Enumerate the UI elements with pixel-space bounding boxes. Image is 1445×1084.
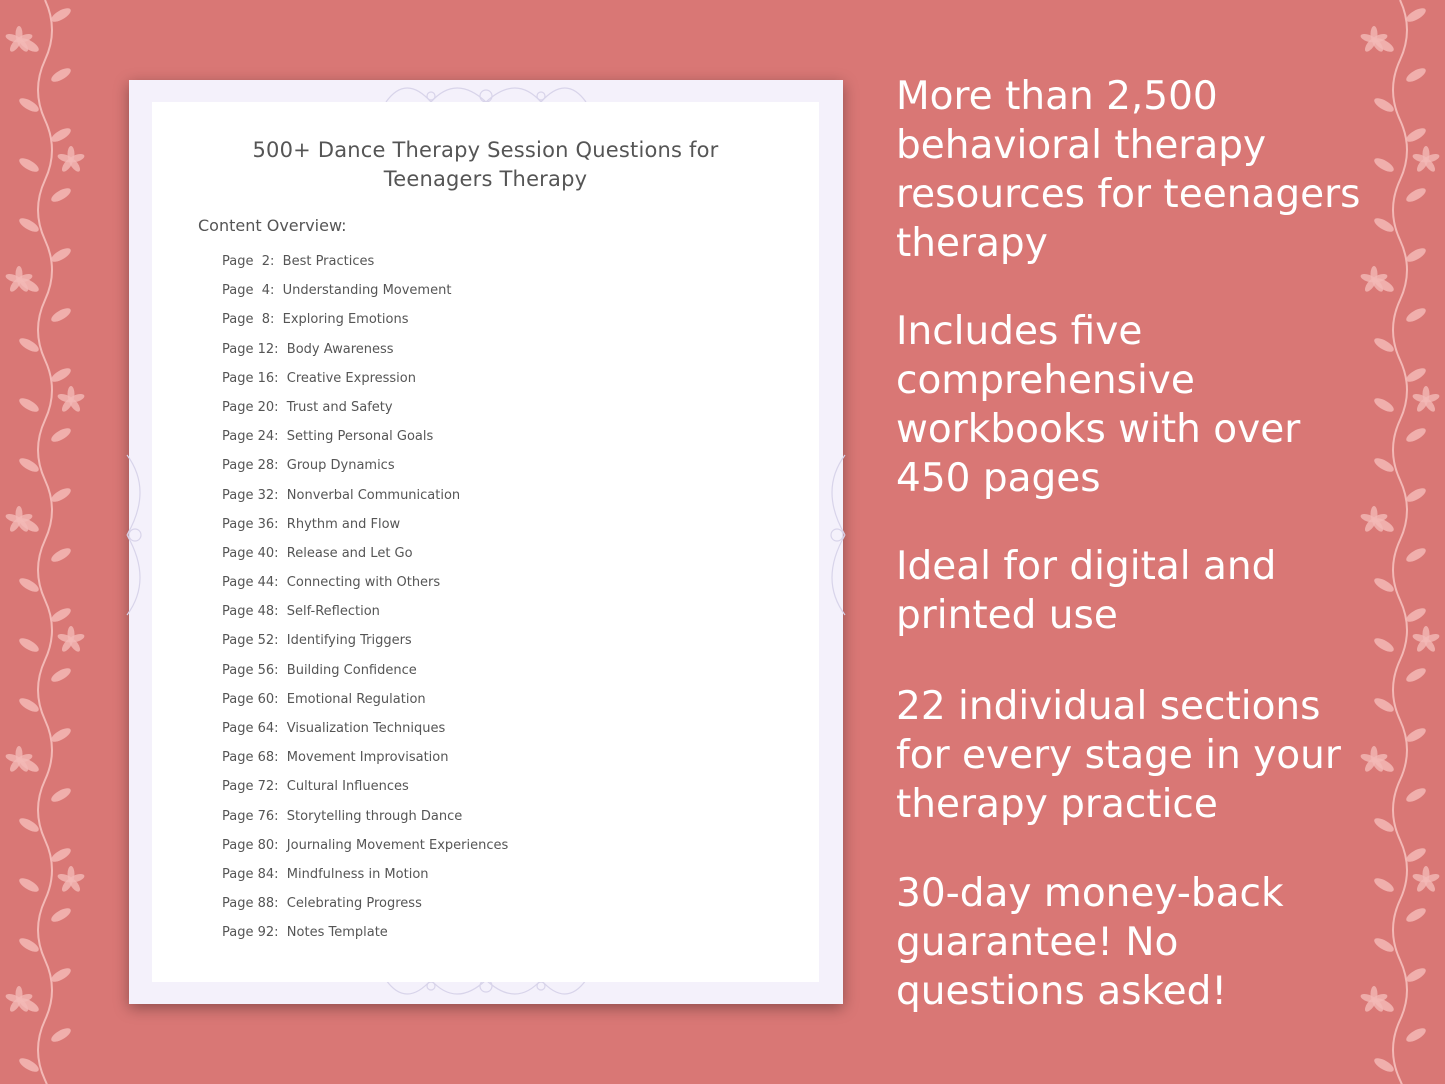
vine-leaf <box>1372 936 1396 955</box>
vine-leaf <box>49 846 73 865</box>
feature-line: therapy practice <box>896 782 1218 827</box>
mandala-ornament-right <box>817 450 847 620</box>
toc-item: Page 36: Rhythm and Flow <box>222 516 401 532</box>
vine-leaf <box>1372 156 1396 175</box>
toc-item: Page 32: Nonverbal Communication <box>222 487 461 503</box>
mandala-ornament-left <box>125 450 155 620</box>
vine-leaf <box>1372 876 1396 895</box>
vine-leaf <box>1404 246 1428 265</box>
vine-leaf <box>1404 786 1428 805</box>
feature-block <box>896 72 1366 268</box>
toc-item: Page 56: Building Confidence <box>222 662 417 678</box>
vine-leaf <box>49 126 73 145</box>
content-overview-heading: Content Overview: <box>198 216 347 235</box>
toc-item: Page 44: Connecting with Others <box>222 575 441 591</box>
document-page-preview <box>129 80 843 1004</box>
vine-leaf <box>1372 336 1396 355</box>
vine-leaf <box>1404 186 1428 205</box>
mandala-ornament-top <box>376 74 596 104</box>
toc-item: Page 76: Storytelling through Dance <box>222 808 463 824</box>
vine-leaf <box>1404 726 1428 745</box>
vine-leaf <box>17 876 41 895</box>
vine-leaf <box>17 576 41 595</box>
vine-leaf <box>49 486 73 505</box>
feature-line: 450 pages <box>896 456 1101 501</box>
vine-leaf <box>1404 966 1428 985</box>
feature-line: workbooks with over <box>896 407 1301 452</box>
vine-leaf <box>1372 636 1396 655</box>
feature-block <box>896 542 1366 640</box>
vine-leaf <box>49 426 73 445</box>
vine-leaf <box>1372 576 1396 595</box>
document-title-line-2: Teenagers Therapy <box>383 167 588 191</box>
toc-item: Page 68: Movement Improvisation <box>222 750 449 766</box>
table-of-contents <box>222 254 508 955</box>
vine-leaf <box>1372 1056 1396 1075</box>
toc-item: Page 52: Identifying Triggers <box>222 633 412 649</box>
vine-leaf <box>49 246 73 265</box>
vine-leaf <box>1404 6 1428 25</box>
feature-line: comprehensive <box>896 358 1195 403</box>
feature-line: More than 2,500 <box>896 74 1218 119</box>
vine-leaf <box>17 336 41 355</box>
vine-leaf <box>1404 486 1428 505</box>
feature-line: for every stage in your <box>896 733 1341 778</box>
feature-block <box>896 682 1366 829</box>
vine-leaf <box>49 906 73 925</box>
toc-item: Page 8: Exploring Emotions <box>222 312 409 328</box>
vine-leaf <box>1372 456 1396 475</box>
feature-line: printed use <box>896 593 1118 638</box>
toc-item: Page 40: Release and Let Go <box>222 545 413 561</box>
vine-leaf <box>1372 696 1396 715</box>
vine-leaf <box>49 186 73 205</box>
toc-item: Page 88: Celebrating Progress <box>222 896 422 912</box>
vine-leaf <box>49 666 73 685</box>
toc-item: Page 60: Emotional Regulation <box>222 691 426 707</box>
vine-leaf <box>49 1026 73 1045</box>
document-page-content <box>152 102 819 982</box>
toc-item: Page 64: Visualization Techniques <box>222 721 446 736</box>
mandala-ornament-bottom <box>376 978 596 1008</box>
toc-item: Page 16: Creative Expression <box>222 370 416 386</box>
vine-leaf <box>17 96 41 115</box>
vine-leaf <box>1404 1026 1428 1045</box>
toc-item: Page 80: Journaling Movement Experiences <box>222 837 509 853</box>
feature-line: Ideal for digital and <box>896 544 1277 589</box>
toc-item: Page 2: Best Practices <box>222 254 375 269</box>
vine-leaf <box>49 366 73 385</box>
toc-item: Page 24: Setting Personal Goals <box>222 429 434 445</box>
feature-line: Includes five <box>896 309 1143 354</box>
document-title-line-1: 500+ Dance Therapy Session Questions for <box>252 138 719 162</box>
vine-leaf <box>1404 306 1428 325</box>
toc-item: Page 92: Notes Template <box>222 925 388 941</box>
vine-leaf <box>1372 396 1396 415</box>
toc-item: Page 12: Body Awareness <box>222 341 394 357</box>
toc-item: Page 28: Group Dynamics <box>222 458 395 474</box>
vine-leaf <box>49 966 73 985</box>
toc-item: Page 4: Understanding Movement <box>222 283 452 299</box>
vine-leaf <box>49 726 73 745</box>
vine-leaf <box>17 816 41 835</box>
toc-item: Page 84: Mindfulness in Motion <box>222 866 429 882</box>
vine-leaf <box>1404 366 1428 385</box>
vine-leaf <box>1404 606 1428 625</box>
vine-leaf <box>1404 846 1428 865</box>
vine-leaf <box>49 786 73 805</box>
vine-leaf <box>1404 666 1428 685</box>
floral-vine-left-icon <box>0 0 90 1084</box>
vine-stem <box>1393 0 1407 1084</box>
vine-leaf <box>17 156 41 175</box>
vine-leaf <box>17 1056 41 1075</box>
vine-leaf <box>17 696 41 715</box>
vine-leaf <box>17 396 41 415</box>
feature-line: guarantee! No <box>896 920 1179 965</box>
vine-leaf <box>49 306 73 325</box>
toc-item: Page 72: Cultural Influences <box>222 779 409 795</box>
vine-leaf <box>49 546 73 565</box>
toc-item: Page 20: Trust and Safety <box>222 399 393 415</box>
vine-leaf <box>17 936 41 955</box>
vine-leaf <box>1404 126 1428 145</box>
vine-leaf <box>1404 906 1428 925</box>
document-title <box>152 136 819 194</box>
feature-line: 22 individual sections <box>896 684 1321 729</box>
vine-leaf <box>1404 66 1428 85</box>
floral-vine-right-icon <box>1355 0 1445 1084</box>
vine-leaf <box>1372 96 1396 115</box>
vine-leaf <box>1372 816 1396 835</box>
vine-leaf <box>17 636 41 655</box>
vine-stem <box>38 0 52 1084</box>
vine-leaf <box>49 606 73 625</box>
vine-leaf <box>1404 426 1428 445</box>
feature-line: 30-day money-back <box>896 871 1284 916</box>
vine-leaf <box>1372 216 1396 235</box>
feature-block <box>896 869 1366 1016</box>
feature-line: therapy <box>896 221 1048 266</box>
feature-block <box>896 307 1366 503</box>
feature-line: questions asked! <box>896 969 1228 1014</box>
vine-leaf <box>17 216 41 235</box>
vine-leaf <box>17 456 41 475</box>
vine-leaf <box>49 6 73 25</box>
feature-line: behavioral therapy <box>896 123 1267 168</box>
vine-leaf <box>1404 546 1428 565</box>
feature-line: resources for teenagers <box>896 172 1361 217</box>
toc-item: Page 48: Self-Reflection <box>222 604 380 620</box>
vine-leaf <box>49 66 73 85</box>
